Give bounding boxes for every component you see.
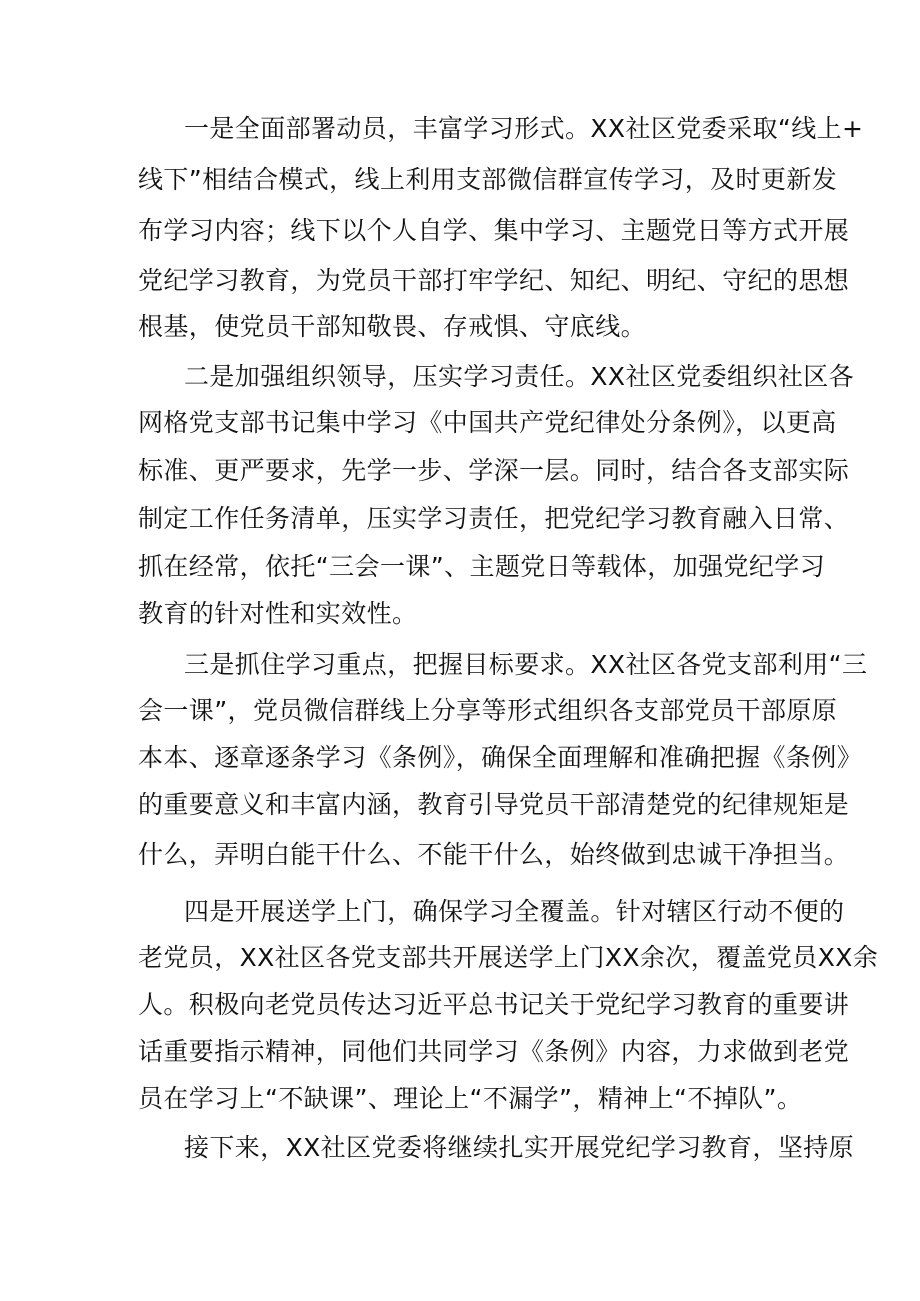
text-line: 员在学习上“不缺课”、理论上“不漏学”，精神上“不掉队”。	[138, 1084, 803, 1113]
text-line: 根基，使党员干部知敬畏、存戒惧、守底线。	[138, 312, 647, 341]
text-line: 一是全面部署动员，丰富学习形式。XX社区党委采取“线上+	[184, 114, 864, 143]
text-line: 党纪学习教育，为党员干部打牢学纪、知纪、明纪、守纪的思想	[138, 266, 850, 295]
text-line: 本本、逐章逐条学习《条例》，确保全面理解和准确把握《条例》	[138, 743, 863, 772]
text-line: 话重要指示精神，同他们共同学习《条例》内容，力求做到老党	[138, 1037, 850, 1066]
text-line: 四是开展送学上门，确保学习全覆盖。针对辖区行动不便的	[184, 897, 845, 926]
text-line: 抓在经常，依托“三会一课”、主题党日等载体，加强党纪学习	[138, 552, 826, 581]
text-line: 接下来，XX社区党委将继续扎实开展党纪学习教育，坚持原	[184, 1133, 855, 1162]
text-line: 布学习内容；线下以个人自学、集中学习、主题党日等方式开展	[138, 216, 850, 245]
text-line: 网格党支部书记集中学习《中国共产党纪律处分条例》，以更高	[138, 408, 837, 437]
text-line: 三是抓住学习重点，把握目标要求。XX社区各党支部利用“三	[184, 650, 868, 679]
text-line: 老党员，XX社区各党支部共开展送学上门XX余次，覆盖党员XX余	[138, 943, 879, 972]
text-line: 的重要意义和丰富内涵，教育引导党员干部清楚党的纪律规矩是	[138, 790, 850, 819]
text-line: 二是加强组织领导，压实学习责任。XX社区党委组织社区各	[184, 362, 855, 391]
text-line: 教育的针对性和实效性。	[138, 599, 418, 628]
text-line: 制定工作任务清单，压实学习责任，把党纪学习教育融入日常、	[138, 504, 850, 533]
text-line: 会一课”，党员微信群线上分享等形式组织各支部党员干部原原	[138, 696, 838, 725]
text-line: 人。积极向老党员传达习近平总书记关于党纪学习教育的重要讲	[138, 990, 850, 1019]
text-line: 线下”相结合模式，线上利用支部微信群宣传学习，及时更新发	[138, 165, 838, 194]
text-line: 标准、更严要求，先学一步、学深一层。同时，结合各支部实际	[138, 456, 850, 485]
text-line: 什么，弄明白能干什么、不能干什么，始终做到忠诚干净担当。	[138, 840, 850, 869]
